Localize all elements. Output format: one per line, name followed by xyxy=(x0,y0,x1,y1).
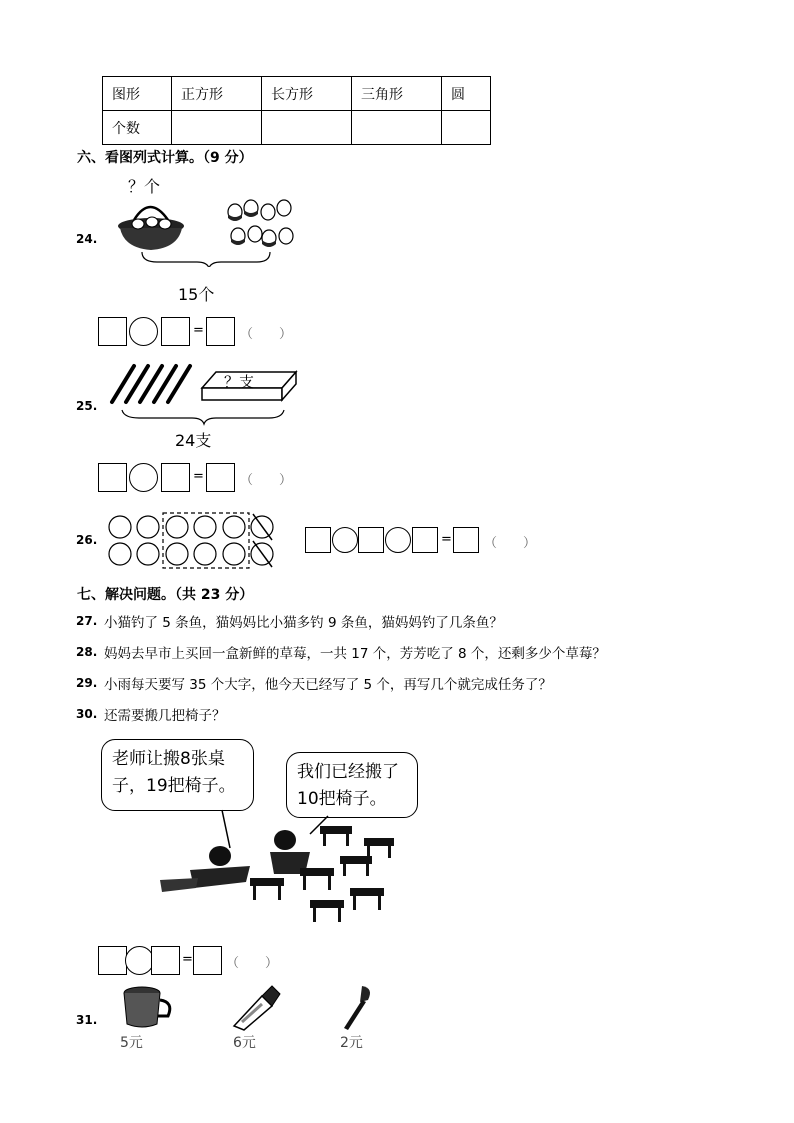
answer-box[interactable] xyxy=(161,317,190,346)
question-number: 31. xyxy=(76,1013,98,1027)
circles-illustration xyxy=(106,508,284,570)
answer-cell[interactable] xyxy=(172,111,262,145)
question-number: 27. xyxy=(76,614,98,628)
answer-box[interactable] xyxy=(412,527,438,553)
bubble-line: 我们已经搬了 xyxy=(297,762,399,782)
toothbrush-icon xyxy=(338,984,378,1032)
question-text: 小猫钓了 5 条鱼，猫妈妈比小猫多钓 9 条鱼，猫妈妈钓了几条鱼？ xyxy=(104,615,503,631)
question-number: 30. xyxy=(76,707,98,721)
cup-icon xyxy=(118,984,178,1032)
unknown-label: ？个 xyxy=(128,177,161,196)
question-number: 25. xyxy=(76,399,98,413)
answer-cell[interactable] xyxy=(442,111,491,145)
total-label: 24支 xyxy=(175,431,212,450)
table-row xyxy=(103,111,491,145)
equals-sign: = xyxy=(182,952,193,967)
question-text: 小雨每天要写 35 个大字，他今天已经写了 5 个，再写几个就完成任务了？ xyxy=(104,677,552,693)
table-cell: 圆 xyxy=(442,77,491,111)
bubble-line: 老师让搬8张桌 xyxy=(112,749,225,769)
answer-cell[interactable] xyxy=(352,111,442,145)
price-label: 5元 xyxy=(120,1035,143,1051)
total-label: 15个 xyxy=(178,285,215,304)
speech-bubble-teacher xyxy=(101,739,254,811)
question-text: 妈妈去早市上买回一盒新鲜的草莓，一共 17 个，芳芳吃了 8 个，还剩多少个草莓？ xyxy=(104,646,606,662)
unit-parenthesis[interactable]: （ ） xyxy=(240,473,293,488)
answer-box[interactable] xyxy=(358,527,384,553)
toothpaste-icon xyxy=(228,984,284,1032)
unit-parenthesis[interactable]: （ ） xyxy=(226,956,279,971)
answer-box[interactable] xyxy=(98,946,127,975)
table-cell: 个数 xyxy=(103,111,172,145)
bubble-line: 10把椅子。 xyxy=(297,789,387,809)
table-row xyxy=(103,77,491,111)
price-label: 6元 xyxy=(233,1035,256,1051)
price-label: 2元 xyxy=(340,1035,363,1051)
shape-count-table xyxy=(102,76,491,145)
basket-and-pears-illustration xyxy=(112,192,302,267)
equals-sign: = xyxy=(193,469,204,484)
bubble-line: 子，19把椅子。 xyxy=(112,776,236,796)
answer-box[interactable] xyxy=(161,463,190,492)
question-number: 26. xyxy=(76,533,98,547)
equals-sign: = xyxy=(441,532,452,547)
section-title: 六、看图列式计算。（9 分） xyxy=(77,150,253,166)
operator-circle[interactable] xyxy=(125,946,154,975)
section-title: 七、解决问题。（共 23 分） xyxy=(77,587,254,603)
question-number: 29. xyxy=(76,676,98,690)
question-number: 28. xyxy=(76,645,98,659)
answer-box[interactable] xyxy=(193,946,222,975)
unit-parenthesis[interactable]: （ ） xyxy=(240,327,293,342)
operator-circle[interactable] xyxy=(332,527,358,553)
answer-box[interactable] xyxy=(453,527,479,553)
pencils-and-box-illustration xyxy=(104,360,304,430)
equals-sign: = xyxy=(193,323,204,338)
answer-cell[interactable] xyxy=(262,111,352,145)
answer-box[interactable] xyxy=(151,946,180,975)
answer-box[interactable] xyxy=(305,527,331,553)
table-cell: 长方形 xyxy=(262,77,352,111)
table-cell: 正方形 xyxy=(172,77,262,111)
answer-box[interactable] xyxy=(206,463,235,492)
operator-circle[interactable] xyxy=(385,527,411,553)
children-moving-chairs-illustration xyxy=(150,808,410,928)
answer-box[interactable] xyxy=(206,317,235,346)
operator-circle[interactable] xyxy=(129,463,158,492)
answer-box[interactable] xyxy=(98,317,127,346)
table-cell: 三角形 xyxy=(352,77,442,111)
table-cell: 图形 xyxy=(103,77,172,111)
operator-circle[interactable] xyxy=(129,317,158,346)
unit-parenthesis[interactable]: （ ） xyxy=(484,536,537,551)
answer-box[interactable] xyxy=(98,463,127,492)
question-number: 24. xyxy=(76,232,98,246)
question-text: 还需要搬几把椅子？ xyxy=(104,708,226,724)
unknown-label: ？支 xyxy=(224,373,255,391)
